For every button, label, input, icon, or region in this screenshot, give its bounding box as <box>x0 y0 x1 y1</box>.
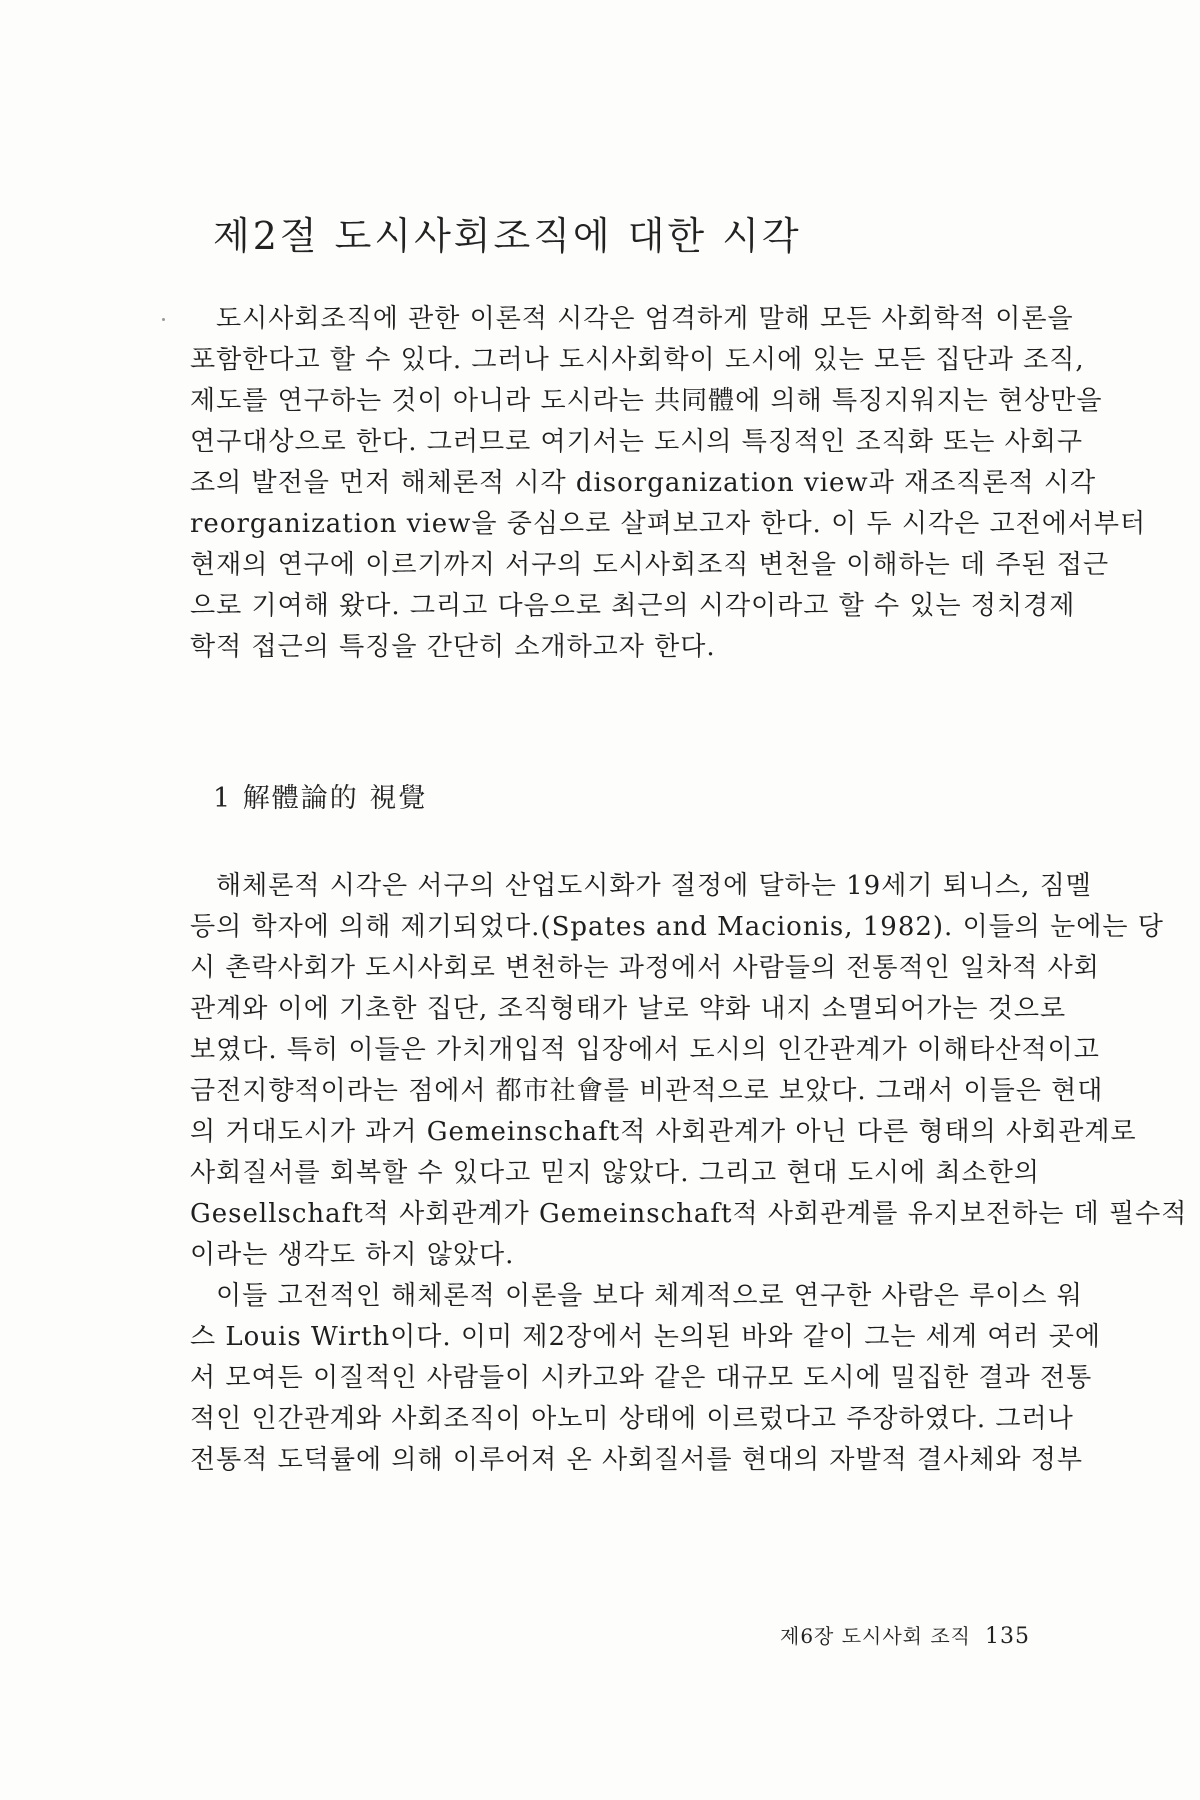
text-line: 현재의 연구에 이르기까지 서구의 도시사회조직 변천을 이해하는 데 주된 접근 <box>190 550 1110 580</box>
text-line: 해체론적 시각은 서구의 산업도시화가 절정에 달하는 19세기 퇴니스, 짐멜 <box>216 871 1092 901</box>
text-line: Gesellschaft적 사회관계가 Gemeinschaft적 사회관계를 유지보전하는 데 필수적 <box>190 1199 1188 1229</box>
page-number: 135 <box>985 1624 1030 1649</box>
text-line: 서 모여든 이질적인 사람들이 시카고와 같은 대규모 도시에 밀집한 결과 전통 <box>190 1363 1093 1393</box>
text-line: 금전지향적이라는 점에서 都市社會를 비관적으로 보았다. 그래서 이들은 현대 <box>190 1076 1104 1106</box>
text-line: 보였다. 특히 이들은 가치개입적 입장에서 도시의 인간관계가 이해타산적이고 <box>190 1035 1100 1065</box>
text-line: 제도를 연구하는 것이 아니라 도시라는 共同體에 의해 특징지워지는 현상만을 <box>190 386 1103 416</box>
text-line: 스 Louis Wirth이다. 이미 제2장에서 논의된 바와 같이 그는 세계 여러 곳에 <box>190 1322 1102 1352</box>
text-line: 의 거대도시가 과거 Gemeinschaft적 사회관계가 아닌 다른 형태의 사회관계로 <box>190 1117 1137 1147</box>
text-line: 으로 기여해 왔다. 그리고 다음으로 최근의 시각이라고 할 수 있는 정치경제 <box>190 591 1076 621</box>
text-line: 연구대상으로 한다. 그러므로 여기서는 도시의 특징적인 조직화 또는 사회구 <box>190 427 1083 457</box>
text-line: 도시사회조직에 관한 이론적 시각은 엄격하게 말해 모든 사회학적 이론을 <box>216 304 1074 334</box>
margin-mark <box>162 318 165 321</box>
text-line: 학적 접근의 특징을 간단히 소개하고자 한다. <box>190 632 716 662</box>
body-paragraphs <box>190 866 1188 1481</box>
text-line: 조의 발전을 먼저 해체론적 시각 disorganization view과 재조직론적 시각 <box>190 468 1097 498</box>
text-line: 사회질서를 회복할 수 있다고 믿지 않았다. 그리고 현대 도시에 최소한의 <box>190 1158 1041 1188</box>
page-footer <box>780 1620 1030 1649</box>
text-line: 적인 인간관계와 사회조직이 아노미 상태에 이르렀다고 주장하였다. 그러나 <box>190 1404 1074 1434</box>
text-line: 전통적 도덕률에 의해 이루어져 온 사회질서를 현대의 자발적 결사체와 정부 <box>190 1445 1083 1475</box>
text-line: 이들 고전적인 해체론적 이론을 보다 체계적으로 연구한 사람은 루이스 워 <box>216 1281 1083 1311</box>
section-title: 제2절 도시사회조직에 대한 시각 <box>213 214 802 258</box>
text-line: 포함한다고 할 수 있다. 그러나 도시사회학이 도시에 있는 모든 집단과 조직, <box>190 345 1085 375</box>
text-line: 이라는 생각도 하지 않았다. <box>190 1240 515 1270</box>
running-footer-chapter: 제6장 도시사회 조직 <box>780 1624 971 1648</box>
text-line: reorganization view을 중심으로 살펴보고자 한다. 이 두 시각은 고전에서부터 <box>190 509 1147 539</box>
text-line: 등의 학자에 의해 제기되었다.(Spates and Macionis, 1982). 이들의 눈에는 당 <box>190 912 1164 942</box>
text-line: 시 촌락사회가 도시사회로 변천하는 과정에서 사람들의 전통적인 일차적 사회 <box>190 953 1100 983</box>
intro-paragraph <box>190 299 1147 668</box>
text-line: 관계와 이에 기초한 집단, 조직형태가 날로 약화 내지 소멸되어가는 것으로 <box>190 994 1067 1024</box>
subsection-heading: 1 解體論的 視覺 <box>213 783 428 814</box>
